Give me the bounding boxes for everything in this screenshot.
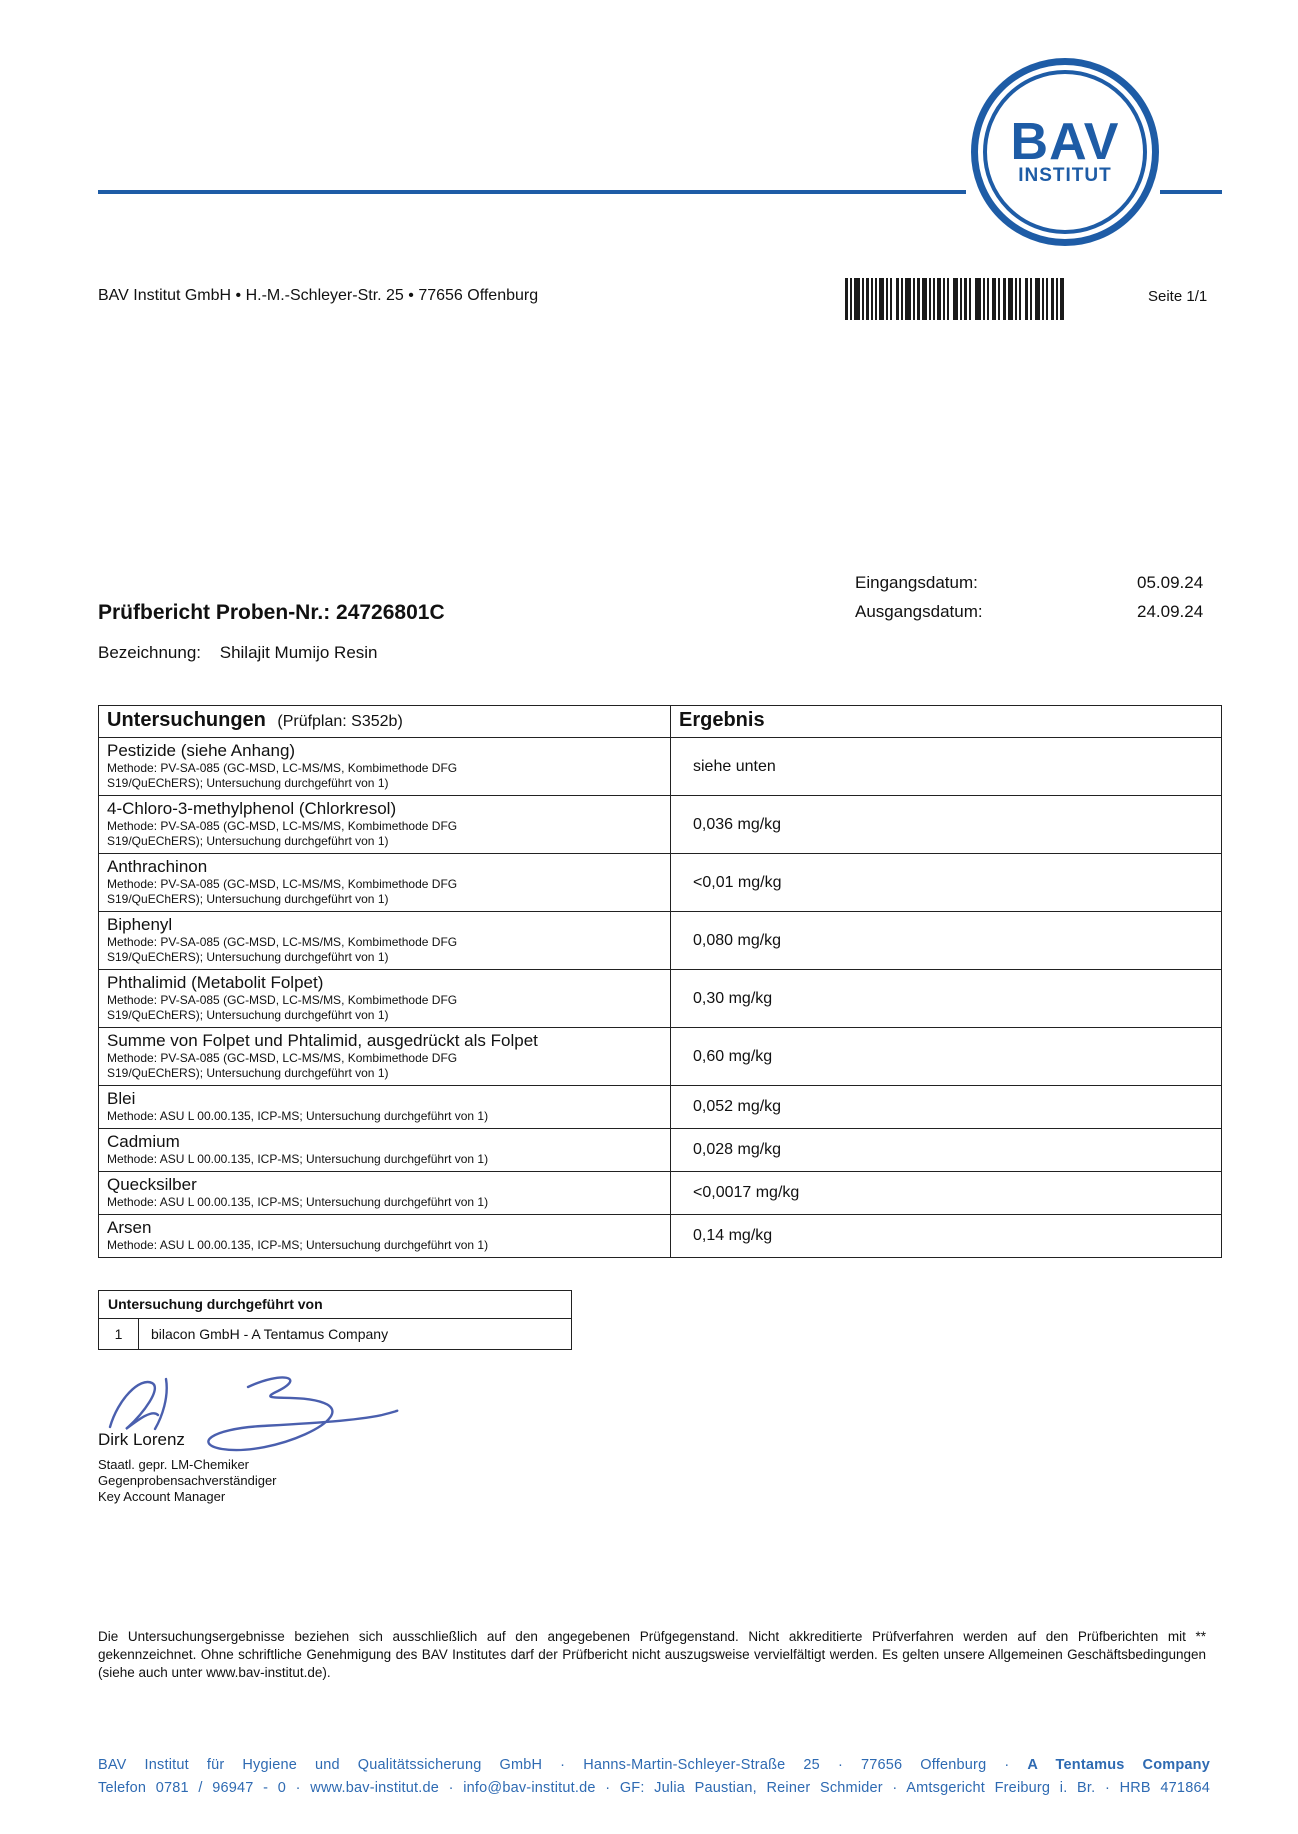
- bezeichnung-value: Shilajit Mumijo Resin: [219, 643, 378, 662]
- result-cell: [671, 738, 1221, 795]
- result-value: <0,01 mg/kg: [693, 873, 782, 891]
- footer-company-line: BAV Institut für Hygiene und Qualitätssicherung GmbH · Hanns-Martin-Schleyer-Straße 25 · 77656 Offenburg ·: [98, 1757, 1028, 1773]
- analyte-name: Summe von Folpet und Phtalimid, ausgedrückt als Folpet: [107, 1031, 538, 1050]
- table-row: [99, 969, 1221, 1027]
- table-row: [99, 1171, 1221, 1214]
- ergebnis-header: Ergebnis: [679, 709, 765, 731]
- sender-address-line: BAV Institut GmbH • H.-M.-Schleyer-Str. 25 • 77656 Offenburg: [98, 287, 539, 304]
- analyte-name: Cadmium: [107, 1132, 180, 1151]
- footer: [98, 1757, 1210, 1796]
- analyte-method: Methode: ASU L 00.00.135, ICP-MS; Untersuchung durchgeführt von 1): [107, 1152, 489, 1166]
- eingangsdatum-value: 05.09.24: [1137, 573, 1204, 592]
- logo-text-institut: INSTITUT: [1018, 165, 1112, 186]
- result-cell: [671, 1129, 1221, 1171]
- table-row: [99, 853, 1221, 911]
- result-value: 0,036 mg/kg: [693, 815, 782, 833]
- signatory-titles: [98, 1457, 277, 1505]
- result-cell: [671, 1028, 1221, 1085]
- signatory-title-line: Key Account Manager: [98, 1489, 226, 1504]
- bezeichnung-label: Bezeichnung:: [98, 643, 202, 662]
- result-value: 0,080 mg/kg: [693, 931, 782, 949]
- table-row: [99, 1128, 1221, 1171]
- analyte-cell: [99, 1215, 671, 1257]
- disclaimer-text: Die Untersuchungsergebnisse beziehen sich ausschließlich auf den angegebenen Prüfgegenstand. Nicht akkreditierte Prüfverfahren werden auf den Prüfberichten mit ** gekennzeichnet. Ohne schriftliche Genehmigung des BAV Institutes darf der Prüfbericht nicht auszugsweise vervielfältigt werden. Es gelten unsere Allgemeinen Geschäftsbedingungen (siehe auch unter www.bav-institut.de).: [98, 1629, 1206, 1680]
- eingangsdatum-label: Eingangsdatum:: [855, 573, 978, 592]
- analyte-method: Methode: ASU L 00.00.135, ICP-MS; Untersuchung durchgeführt von 1): [107, 1109, 489, 1123]
- results-table-body: [99, 738, 1221, 1257]
- result-cell: [671, 1172, 1221, 1214]
- header-rule-right: [1160, 190, 1222, 194]
- result-value: 0,052 mg/kg: [693, 1098, 782, 1115]
- results-header-left: [99, 706, 671, 737]
- bav-logo-inner-ring: [983, 70, 1147, 234]
- header-rule-left: [98, 190, 966, 194]
- analyte-name: 4-Chloro-3-methylphenol (Chlorkresol): [107, 799, 397, 818]
- ausgangsdatum-row: [855, 597, 1203, 626]
- footer-line-1: [98, 1757, 1210, 1773]
- table-row: [99, 1214, 1221, 1257]
- analyte-name: Phthalimid (Metabolit Folpet): [107, 973, 324, 992]
- result-value: 0,60 mg/kg: [693, 1047, 773, 1065]
- barcode-icon: [845, 278, 1067, 325]
- performed-by-table: [98, 1290, 572, 1350]
- performed-by-body: [99, 1319, 571, 1349]
- result-cell: [671, 854, 1221, 911]
- report-title: Prüfbericht Proben-Nr.: 24726801C: [98, 601, 445, 624]
- analyte-cell: [99, 738, 671, 795]
- pruefplan-label: (Prüfplan: S352b): [277, 713, 403, 730]
- analyte-cell: [99, 796, 671, 853]
- table-row: [99, 1319, 571, 1349]
- untersuchungen-header: Untersuchungen: [107, 709, 266, 731]
- analyte-method: Methode: PV-SA-085 (GC-MSD, LC-MS/MS, Kombimethode DFG S19/QuEChERS); Untersuchung durchgeführt von 1): [107, 819, 458, 848]
- analyte-cell: [99, 854, 671, 911]
- signatory-name: Dirk Lorenz: [98, 1430, 185, 1449]
- result-cell: [671, 1215, 1221, 1257]
- analyte-name: Anthrachinon: [107, 857, 208, 876]
- page-number: Seite 1/1: [1148, 288, 1208, 305]
- analyte-cell: [99, 1172, 671, 1214]
- results-table: [98, 705, 1222, 1258]
- analyte-cell: [99, 970, 671, 1027]
- result-value: 0,30 mg/kg: [693, 989, 773, 1007]
- eingangsdatum-row: [855, 568, 1203, 597]
- result-value: 0,14 mg/kg: [693, 1227, 773, 1244]
- analyte-method: Methode: PV-SA-085 (GC-MSD, LC-MS/MS, Kombimethode DFG S19/QuEChERS); Untersuchung durchgeführt von 1): [107, 993, 458, 1022]
- analyte-method: Methode: ASU L 00.00.135, ICP-MS; Untersuchung durchgeführt von 1): [107, 1195, 489, 1209]
- ausgangsdatum-value: 24.09.24: [1137, 602, 1204, 621]
- footer-line-2: Telefon 0781 / 96947 - 0 · www.bav-institut.de · info@bav-institut.de · GF: Julia Paustian, Reiner Schmider · Amtsgericht Freiburg i. Br. · HRB 471864: [98, 1780, 1210, 1796]
- result-cell: [671, 912, 1221, 969]
- performed-by-header: Untersuchung durchgeführt von: [99, 1291, 571, 1319]
- analyte-cell: [99, 912, 671, 969]
- result-cell: [671, 970, 1221, 1027]
- result-value: siehe unten: [693, 757, 776, 775]
- results-table-header: [99, 706, 1221, 738]
- logo-text-bav: BAV: [1010, 113, 1120, 171]
- analyte-name: Pestizide (siehe Anhang): [107, 741, 296, 760]
- analyte-name: Blei: [107, 1089, 136, 1108]
- footer-tentamus-label: A Tentamus Company: [1027, 1757, 1210, 1773]
- analyte-method: Methode: PV-SA-085 (GC-MSD, LC-MS/MS, Kombimethode DFG S19/QuEChERS); Untersuchung durchgeführt von 1): [107, 761, 458, 790]
- analyte-name: Quecksilber: [107, 1175, 197, 1194]
- analyte-cell: [99, 1129, 671, 1171]
- result-cell: [671, 796, 1221, 853]
- analyte-method: Methode: PV-SA-085 (GC-MSD, LC-MS/MS, Kombimethode DFG S19/QuEChERS); Untersuchung durchgeführt von 1): [107, 1051, 458, 1080]
- result-value: <0,0017 mg/kg: [693, 1184, 800, 1201]
- analyte-method: Methode: ASU L 00.00.135, ICP-MS; Untersuchung durchgeführt von 1): [107, 1238, 489, 1252]
- analyte-cell: [99, 1028, 671, 1085]
- analyte-name: Arsen: [107, 1218, 152, 1237]
- table-row: [99, 1027, 1221, 1085]
- result-value: 0,028 mg/kg: [693, 1141, 782, 1158]
- ausgangsdatum-label: Ausgangsdatum:: [855, 602, 983, 621]
- signatory-title-line: Staatl. gepr. LM-Chemiker: [98, 1457, 250, 1472]
- analyte-method: Methode: PV-SA-085 (GC-MSD, LC-MS/MS, Kombimethode DFG S19/QuEChERS); Untersuchung durchgeführt von 1): [107, 877, 458, 906]
- table-row: [99, 795, 1221, 853]
- signatory-title-line: Gegenprobensachverständiger: [98, 1473, 277, 1488]
- table-row: [99, 738, 1221, 795]
- table-row: [99, 911, 1221, 969]
- lab-name: bilacon GmbH - A Tentamus Company: [151, 1326, 389, 1342]
- date-block: [855, 568, 1203, 626]
- table-row: [99, 1085, 1221, 1128]
- bav-institut-logo: [971, 58, 1159, 246]
- result-cell: [671, 1086, 1221, 1128]
- analyte-name: Biphenyl: [107, 915, 173, 934]
- lab-index: 1: [99, 1319, 139, 1349]
- results-header-right: [671, 706, 1221, 737]
- bezeichnung-row: [98, 643, 378, 663]
- analyte-cell: [99, 1086, 671, 1128]
- analyte-method: Methode: PV-SA-085 (GC-MSD, LC-MS/MS, Kombimethode DFG S19/QuEChERS); Untersuchung durchgeführt von 1): [107, 935, 458, 964]
